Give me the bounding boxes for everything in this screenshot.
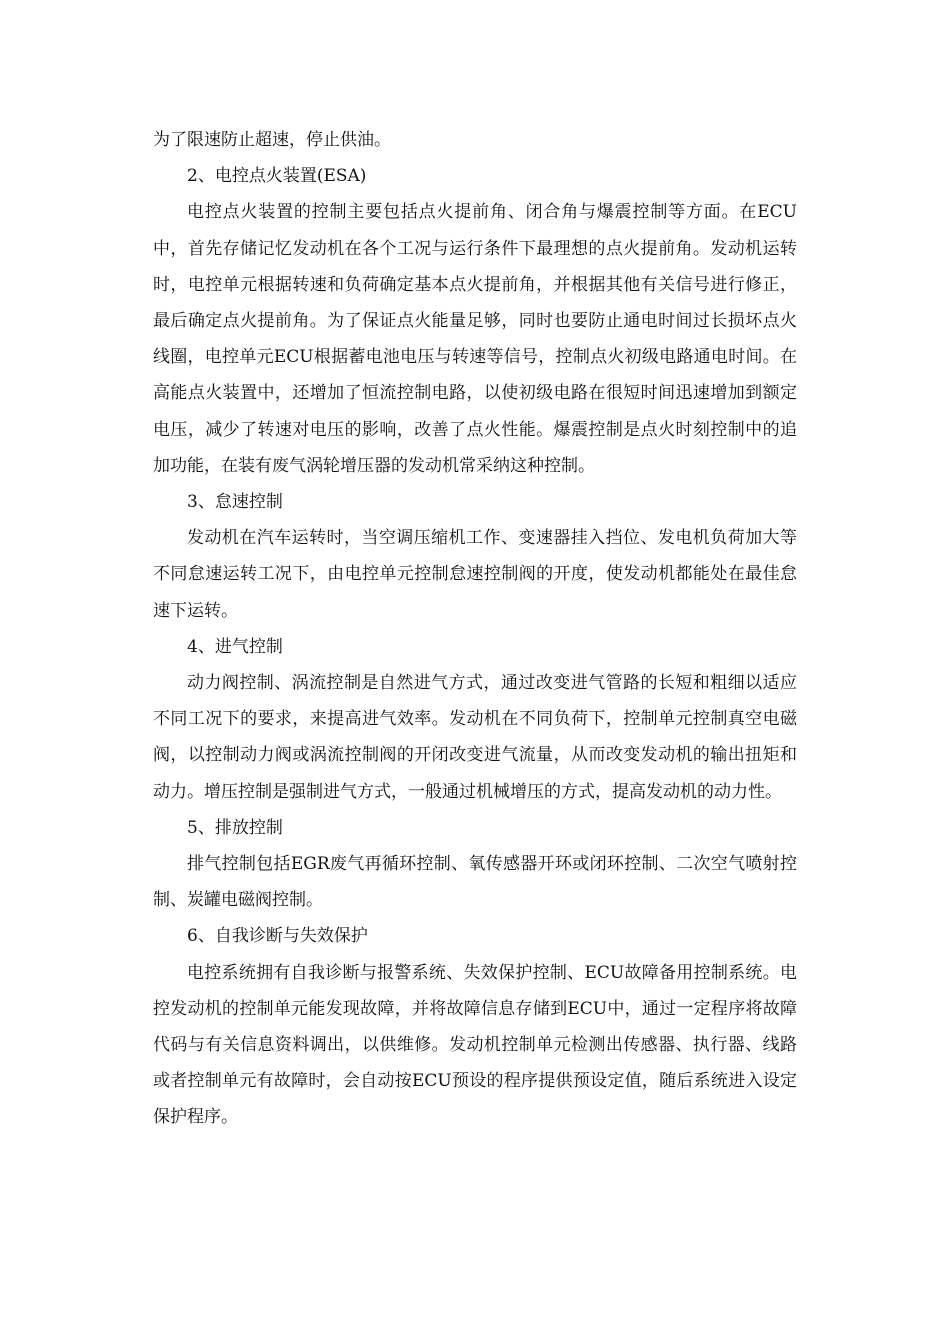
paragraph-idle-control: 发动机在汽车运转时，当空调压缩机工作、变速器挂入挡位、发电机负荷加大等不同怠速运转工况下，由电控单元控制怠速控制阀的开度，使发动机都能处在最佳怠速下运转。	[153, 528, 797, 621]
paragraph-esa: 电控点火装置的控制主要包括点火提前角、闭合角与爆震控制等方面。在ECU中，首先存储记忆发动机在各个工况与运行条件下最理想的点火提前角。发动机运转时，电控单元根据转速和负荷确定基本点火提前角，并根据其他有关信号进行修正，最后确定点火提前角。为了保证点火能量足够，同时也要防止通电时间过长损坏点火线圈，电控单元ECU根据蓄电池电压与转速等信号，控制点火初级电路通电时间。在高能点火装置中，还增加了恒流控制电路，以使初级电路在很短时间迅速增加到额定电压，减少了转速对电压的影响，改善了点火性能。爆震控制是点火时刻控制中的追加功能，在装有废气涡轮增压器的发动机常采纳这种控制。	[153, 202, 797, 476]
section-heading-self-diagnosis: 6、自我诊断与失效保护	[187, 926, 368, 947]
section-heading-idle-control: 3、怠速控制	[187, 492, 283, 513]
section-heading-intake-control: 4、进气控制	[187, 636, 283, 657]
section-heading-esa: 2、电控点火装置(ESA)	[187, 166, 367, 187]
paragraph-emission-control: 排气控制包括EGR废气再循环控制、氧传感器开环或闭环控制、二次空气喷射控制、炭罐电磁阀控制。	[153, 854, 797, 911]
document-page	[153, 122, 797, 1136]
paragraph-self-diagnosis: 电控系统拥有自我诊断与报警系统、失效保护控制、ECU故障备用控制系统。电控发动机的控制单元能发现故障，并将故障信息存储到ECU中，通过一定程序将故障代码与有关信息资料调出，以供维修。发动机控制单元检测出传感器、执行器、线路或者控制单元有故障时，会自动按ECU预设的程序提供预设定值，随后系统进入设定保护程序。	[153, 962, 797, 1128]
paragraph-intake-control: 动力阀控制、涡流控制是自然进气方式，通过改变进气管路的长短和粗细以适应不同工况下的要求，来提高进气效率。发动机在不同负荷下，控制单元控制真空电磁阀，以控制动力阀或涡流控制阀的开闭改变进气流量，从而改变发动机的输出扭矩和动力。增压控制是强制进气方式，一般通过机械增压的方式，提高发动机的动力性。	[153, 673, 797, 802]
section-heading-emission-control: 5、排放控制	[187, 817, 283, 838]
paragraph-continuation: 为了限速防止超速，停止供油。	[153, 130, 391, 150]
